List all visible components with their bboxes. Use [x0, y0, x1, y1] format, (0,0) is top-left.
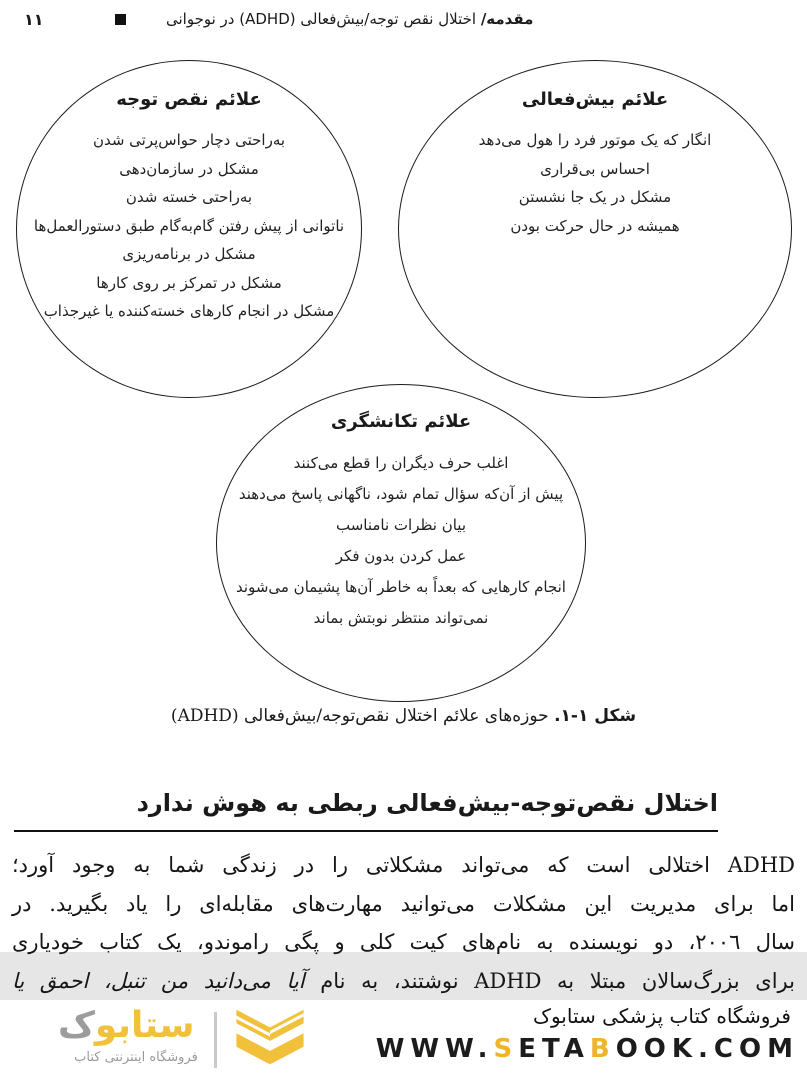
wordmark-yellow-part: ستابو: [94, 1005, 195, 1046]
body-paragraph: [12, 846, 795, 1000]
symptom-item: مشکل در تمرکز بر روی کارها: [96, 273, 282, 292]
circle-title: علائم نقص توجه: [116, 89, 262, 110]
page-number: ۱۱: [24, 10, 44, 29]
circle-hyperactivity: [398, 60, 792, 398]
body-line: [12, 962, 795, 1001]
symptom-item: به‌راحتی دچار حواس‌پرتی شدن: [92, 131, 286, 149]
circle-attention-deficit: [16, 60, 362, 398]
logo-subtitle: فروشگاه اینترنتی کتاب: [74, 1050, 198, 1065]
logo-divider: [214, 1012, 217, 1068]
symptom-item: همیشه در حال حرکت بودن: [510, 216, 680, 235]
symptom-item: ناتوانی از پیش رفتن گام‌به‌گام طبق دستورالعمل‌ها: [33, 216, 345, 235]
symptom-item: مشکل در سازمان‌دهی: [119, 159, 259, 178]
symptom-item: انگار که یک موتور فرد را هول می‌دهد: [478, 131, 712, 149]
figure-caption-text: حوزه‌های علائم اختلال نقص‌توجه/بیش‌فعالی (ADHD): [170, 706, 555, 726]
body-line: ADHD اختلالی است که می‌تواند مشکلاتی را در زندگی شما به وجود آورد؛: [12, 853, 795, 877]
setabook-chevron-icon: [228, 1006, 312, 1074]
symptom-item: عمل کردن بدون فکر: [335, 547, 467, 565]
store-name: فروشگاه کتاب پزشکی ستابوک: [533, 1004, 791, 1028]
symptom-list: [217, 448, 585, 634]
heading-rule: [14, 830, 718, 832]
running-head-chapter: مقدمه/: [480, 10, 534, 28]
symptom-item: مشکل در یک جا نشستن: [518, 188, 672, 206]
figure-caption: [0, 706, 807, 726]
symptom-item: مشکل در انجام کارهای خسته‌کننده یا غیرجذاب: [43, 302, 335, 320]
body-line-prefix: برای بزرگ‌سالان مبتلا به ADHD نوشتند، به نام: [304, 968, 795, 993]
book-title-italic: آیا می‌دانید من تنبل، احمق یا: [12, 968, 305, 993]
symptom-list: [17, 126, 361, 326]
circle-impulsivity: [216, 384, 586, 702]
url-accent-letter: B: [589, 1034, 616, 1064]
section-heading-block: [14, 786, 718, 832]
running-head-rest: اختلال نقص توجه/بیش‌فعالی (ADHD) در نوجوانی: [166, 10, 481, 28]
setabook-wordmark: [58, 1004, 214, 1048]
symptom-item: بیان نظرات نامناسب: [335, 516, 467, 534]
symptom-item: انجام کارهایی که بعداً به خاطر آن‌ها پشیمان می‌شوند: [236, 578, 566, 596]
symptom-item: اغلب حرف دیگران را قطع می‌کنند: [293, 454, 509, 472]
symptom-item: احساس بی‌قراری: [540, 159, 650, 178]
url-part: OOK.COM: [615, 1034, 799, 1064]
url-accent-letter: S: [493, 1034, 519, 1064]
url-part: ETA: [518, 1034, 590, 1064]
figure-caption-label: شکل ۱-۱.: [554, 706, 637, 726]
publisher-footer: [0, 1000, 807, 1080]
section-heading: اختلال نقص‌توجه-بیش‌فعالی ربطی به هوش ندارد: [136, 789, 718, 817]
website-url: [376, 1034, 799, 1064]
wordmark-gray-part: ک: [58, 1005, 95, 1046]
circle-title: علائم تکانشگری: [330, 411, 472, 432]
symptom-item: مشکل در برنامه‌ریزی: [122, 245, 256, 263]
body-line: اما برای مدیریت این مشکلات می‌توانید مهارت‌های مقابله‌ای را یاد بگیرید. در: [12, 891, 795, 916]
url-part: WWW.: [375, 1034, 494, 1064]
symptom-item: به‌راحتی خسته شدن: [125, 188, 253, 206]
body-line: سال ۲۰۰٦، دو نویسنده به نام‌های کیت کلی و پگی راموندو، یک کتاب خودیاری: [12, 930, 795, 954]
circle-title: علائم بیش‌فعالی: [521, 89, 669, 110]
symptom-item: نمی‌تواند منتظر نوبتش بماند: [313, 609, 489, 627]
symptom-list: [399, 126, 791, 240]
symptom-item: پیش از آن‌که سؤال تمام شود، ناگهانی پاسخ می‌دهند: [238, 485, 564, 503]
